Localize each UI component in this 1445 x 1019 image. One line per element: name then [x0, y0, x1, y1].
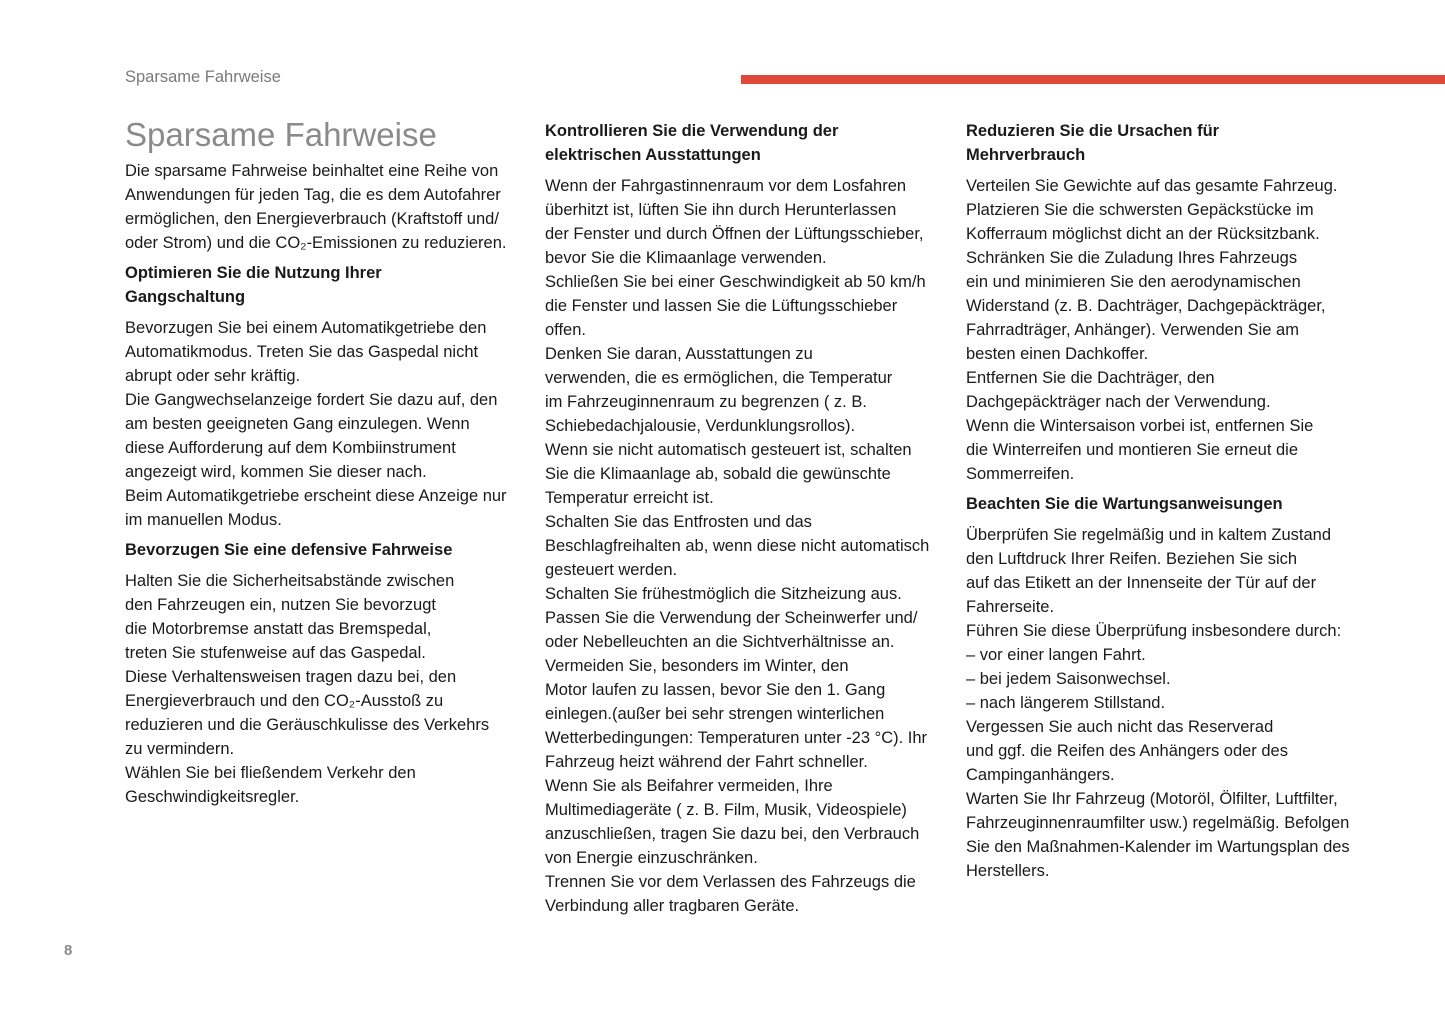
text-line: Wenn sie nicht automatisch gesteuert ist, schalten [545, 441, 912, 459]
text-line: Schalten Sie das Entfrosten und das [545, 513, 812, 531]
text-line: Warten Sie Ihr Fahrzeug (Motoröl, Ölfilter, Luftfilter, [966, 790, 1338, 808]
text-line: Sie die Klimaanlage ab, sobald die gewünschte [545, 465, 891, 483]
text-line: reduzieren und die Geräuschkulisse des Verkehrs [125, 716, 490, 734]
text-line: Halten Sie die Sicherheitsabstände zwischen [125, 572, 455, 590]
text-line: von Energie einzuschränken. [545, 849, 758, 867]
text-line: Sie den Maßnahmen-Kalender im Wartungsplan des [966, 838, 1350, 856]
paragraph [966, 174, 1366, 486]
text-line: auf das Etikett an der Innenseite der Tür auf der [966, 574, 1317, 592]
text-line: Passen Sie die Verwendung der Scheinwerfer und/ [545, 609, 918, 627]
text-line: Widerstand (z. B. Dachträger, Dachgepäckträger, [966, 297, 1326, 315]
text-line: den Luftdruck Ihrer Reifen. Beziehen Sie sich [966, 550, 1298, 568]
text-line: Motor laufen zu lassen, bevor Sie den 1. Gang [545, 681, 886, 699]
text-line: Entfernen Sie die Dachträger, den [966, 369, 1215, 387]
text-line: Wenn Sie als Beifahrer vermeiden, Ihre [545, 777, 833, 795]
text-line: Kofferraum möglichst dicht an der Rücksitzbank. [966, 225, 1320, 243]
text-line: Wenn die Wintersaison vorbei ist, entfernen Sie [966, 417, 1314, 435]
text-line: Schiebedachjalousie, Verdunklungsrollos). [545, 417, 856, 435]
text-line: treten Sie stufenweise auf das Gaspedal. [125, 644, 426, 662]
text-line: Dachgepäckträger nach der Verwendung. [966, 393, 1271, 411]
text-line: Vermeiden Sie, besonders im Winter, den [545, 657, 849, 675]
text-line: – bei jedem Saisonwechsel. [966, 670, 1171, 688]
text-line: Energieverbrauch und den CO₂-Ausstoß zu [125, 692, 444, 710]
text-line: Automatikmodus. Treten Sie das Gaspedal nicht [125, 343, 479, 361]
text-line: Wählen Sie bei fließendem Verkehr den [125, 764, 416, 782]
text-line: Bevorzugen Sie eine defensive Fahrweise [125, 541, 453, 559]
text-line: abrupt oder sehr kräftig. [125, 367, 301, 385]
text-line: Diese Verhaltensweisen tragen dazu bei, den [125, 668, 457, 686]
text-line: Geschwindigkeitsregler. [125, 788, 300, 806]
text-line: oder Nebelleuchten an die Sichtverhältnisse an. [545, 633, 895, 651]
text-line: Platzieren Sie die schwersten Gepäckstücke im [966, 201, 1314, 219]
paragraph [125, 316, 525, 532]
text-line: die Motorbremse anstatt das Bremspedal, [125, 620, 432, 638]
text-line: offen. [545, 321, 586, 339]
text-line: Fahrzeug heizt während der Fahrt schneller. [545, 753, 868, 771]
text-line: Campinganhängers. [966, 766, 1115, 784]
text-line: einlegen.(außer bei sehr strengen winterlichen [545, 705, 885, 723]
text-line: besten einen Dachkoffer. [966, 345, 1149, 363]
text-line: Mehrverbrauch [966, 146, 1086, 164]
text-line: angezeigt wird, kommen Sie dieser nach. [125, 463, 427, 481]
text-line: Reduzieren Sie die Ursachen für [966, 122, 1220, 140]
text-line: Schränken Sie die Zuladung Ihres Fahrzeugs [966, 249, 1298, 267]
text-line: Bevorzugen Sie bei einem Automatikgetriebe den [125, 319, 487, 337]
text-line: Beim Automatikgetriebe erscheint diese Anzeige nur [125, 487, 507, 505]
text-line: Verbindung aller tragbaren Geräte. [545, 897, 800, 915]
text-line: und ggf. die Reifen des Anhängers oder des [966, 742, 1288, 760]
text-line: Fahrzeuginnenraumfilter usw.) regelmäßig. Befolgen [966, 814, 1350, 832]
text-line: Kontrollieren Sie die Verwendung der [545, 122, 839, 140]
text-line: gesteuert werden. [545, 561, 678, 579]
section-heading [125, 538, 525, 562]
text-line: – nach längerem Stillstand. [966, 694, 1166, 712]
text-line: Fahrerseite. [966, 598, 1055, 616]
text-line: Führen Sie diese Überprüfung insbesondere durch: [966, 622, 1342, 640]
text-line: Beschlagfreihalten ab, wenn diese nicht automatisch [545, 537, 930, 555]
text-line: Optimieren Sie die Nutzung Ihrer [125, 264, 382, 282]
header-accent-bar [741, 75, 1445, 84]
page-number: 8 [64, 942, 73, 959]
text-line: der Fenster und durch Öffnen der Lüftungsschieber, [545, 225, 924, 243]
text-line: – vor einer langen Fahrt. [966, 646, 1146, 664]
section-heading [125, 261, 525, 309]
text-line: zu vermindern. [125, 740, 235, 758]
text-line: Die Gangwechselanzeige fordert Sie dazu auf, den [125, 391, 498, 409]
text-line: Multimediageräte ( z. B. Film, Musik, Videospiele) [545, 801, 907, 819]
page-title: Sparsame Fahrweise [125, 116, 437, 153]
text-line: Überprüfen Sie regelmäßig und in kaltem Zustand [966, 526, 1332, 544]
paragraph [125, 569, 525, 809]
text-line: Vergessen Sie auch nicht das Reserverad [966, 718, 1274, 736]
text-line: Temperatur erreicht ist. [545, 489, 714, 507]
text-line: Anwendungen für jeden Tag, die es dem Autofahrer [125, 186, 501, 204]
text-line: Schließen Sie bei einer Geschwindigkeit ab 50 km/h [545, 273, 926, 291]
text-line: die Winterreifen und montieren Sie erneut die [966, 441, 1299, 459]
text-line: Herstellers. [966, 862, 1050, 880]
section-heading [966, 492, 1366, 516]
running-header-title: Sparsame Fahrweise [125, 68, 281, 86]
text-line: Die sparsame Fahrweise beinhaltet eine Reihe von [125, 162, 499, 180]
text-line: Denken Sie daran, Ausstattungen zu [545, 345, 813, 363]
text-line: überhitzt ist, lüften Sie ihn durch Herunterlassen [545, 201, 897, 219]
text-line: anzuschließen, tragen Sie dazu bei, den Verbrauch [545, 825, 920, 843]
text-line: verwenden, die es ermöglichen, die Temperatur [545, 369, 893, 387]
text-line: Beachten Sie die Wartungsanweisungen [966, 495, 1283, 513]
section-heading [966, 119, 1366, 167]
column-2 [545, 119, 955, 918]
text-line: Sommerreifen. [966, 465, 1075, 483]
text-line: Wetterbedingungen: Temperaturen unter -23 °C). Ihr [545, 729, 928, 747]
text-line: Fahrradträger, Anhänger). Verwenden Sie am [966, 321, 1299, 339]
text-line: Schalten Sie frühestmöglich die Sitzheizung aus. [545, 585, 902, 603]
text-line: elektrischen Ausstattungen [545, 146, 761, 164]
text-line: die Fenster und lassen Sie die Lüftungsschieber [545, 297, 898, 315]
text-line: Trennen Sie vor dem Verlassen des Fahrzeugs die [545, 873, 916, 891]
column-3 [966, 119, 1366, 883]
text-line: im manuellen Modus. [125, 511, 282, 529]
paragraph [125, 159, 525, 255]
text-line: ein und minimieren Sie den aerodynamischen [966, 273, 1301, 291]
text-line: den Fahrzeugen ein, nutzen Sie bevorzugt [125, 596, 436, 614]
section-heading [545, 119, 955, 167]
text-line: Verteilen Sie Gewichte auf das gesamte Fahrzeug. [966, 177, 1338, 195]
text-line: Gangschaltung [125, 288, 246, 306]
text-line: ermöglichen, den Energieverbrauch (Kraftstoff und/ [125, 210, 499, 228]
paragraph [966, 523, 1366, 883]
column-1 [125, 113, 525, 809]
text-line: oder Strom) und die CO₂-Emissionen zu reduzieren. [125, 234, 507, 252]
paragraph [545, 174, 955, 918]
text-line: bevor Sie die Klimaanlage verwenden. [545, 249, 827, 267]
text-line: am besten geeigneten Gang einzulegen. Wenn [125, 415, 470, 433]
text-line: diese Aufforderung auf dem Kombiinstrument [125, 439, 456, 457]
text-line: Wenn der Fahrgastinnenraum vor dem Losfahren [545, 177, 907, 195]
text-line: im Fahrzeuginnenraum zu begrenzen ( z. B. [545, 393, 867, 411]
